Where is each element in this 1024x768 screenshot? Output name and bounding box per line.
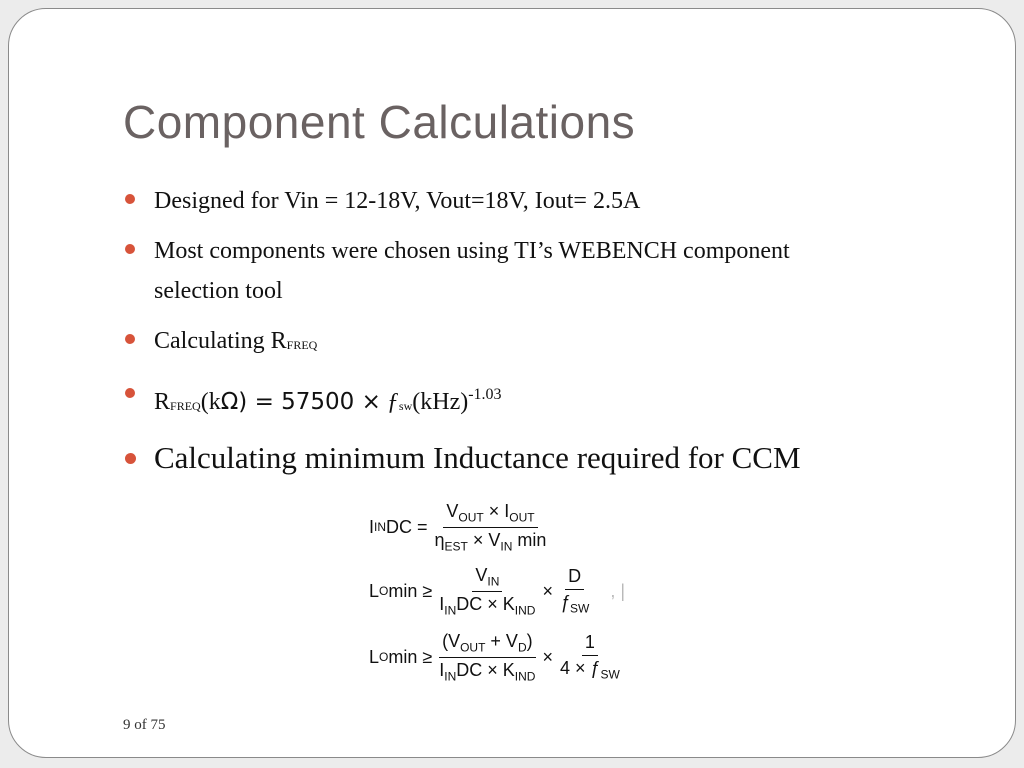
formula-text: IN [444,669,457,684]
formula-text: OUT [460,640,486,655]
formula-text: O [379,650,389,665]
formula-text: IN [487,574,500,589]
list-item [125,321,985,365]
formula-text: O [379,584,389,599]
formula-text: D [517,640,527,655]
formula-text: I [439,593,445,614]
formula-text: I [439,659,445,680]
bullet-dot-icon [125,388,135,398]
formula-text: 4 × ƒ [559,658,601,679]
formula-text: V [446,501,459,521]
fraction [432,501,550,553]
formula-text: DC × K [456,593,515,614]
list-item [125,231,985,311]
formula-text: EST [444,539,468,554]
formula-text: IND [514,603,536,618]
fraction [436,565,538,617]
formula-text: SW [570,601,590,616]
formula-text: DC × K [456,659,515,680]
bullet-dot-icon [125,244,135,254]
formula-text: OUT [458,510,484,525]
list-item [125,436,985,480]
formula-text: 1 [582,632,598,656]
bullet-text: Calculating R [154,328,287,354]
list-item [125,375,985,426]
bullet-text: Calculating minimum Inductance required for CCM [154,440,801,475]
formula-text: × [542,580,553,601]
bullet-dot-icon [125,453,136,464]
bullet-list [125,181,985,490]
bullet-text: Designed for Vin = 12-18V, Vout=18V, Iout= 2.5A [154,188,641,214]
bullet-text: selection tool [154,278,283,304]
page-title: Component Calculations [123,96,636,148]
formula-text: + V [485,631,518,651]
slide-number: 9 of 75 [123,717,166,733]
formula-text: (V [442,631,461,651]
formula-text: IN [444,603,457,618]
formula-text: min [512,529,547,550]
formula-text: η [434,529,445,550]
fraction [436,631,538,683]
formula-text: IN [374,520,387,535]
formula-text: OUT [509,510,535,525]
formula-text: , | [610,580,626,601]
subscript: FREQ [286,338,318,352]
formula-text: L [369,580,380,601]
formula-row [369,631,627,683]
list-item [125,181,985,221]
formula-text: × [542,646,553,667]
formula-text: × V [467,529,501,550]
formula-text: D [565,566,584,590]
formula-text: ƒ [559,592,570,613]
bullet-dot-icon [125,194,135,204]
bullet-text: (kHz) [412,389,469,415]
formula-text: DC = [386,516,428,537]
formula-text: SW [600,667,620,682]
subscript: FREQ [170,399,201,413]
formula-text: I [369,516,375,537]
formula-row [369,501,553,553]
formula-text: IN [500,539,513,554]
bullet-text: Ω) = 57500 × [220,389,381,415]
formula-text: min ≥ [388,646,433,667]
fraction [557,632,623,682]
bullet-text: (k [200,389,221,415]
formula-text: min ≥ [388,580,433,601]
formula-text: × I [483,501,510,521]
formula-text: V [475,565,488,585]
subscript: sw [398,399,413,413]
bullet-text: ƒ [386,389,399,415]
slide [8,8,1016,758]
bullet-text: Most components were chosen using TI’s WEBENCH component [154,238,790,264]
formula-image [369,493,669,693]
fraction [557,566,592,616]
bullet-text: R [154,389,171,415]
formula-row [369,565,625,617]
formula-text: L [369,646,380,667]
formula-text: ) [526,631,533,651]
superscript: -1.03 [468,386,502,403]
formula-text: IND [514,669,536,684]
bullet-dot-icon [125,334,135,344]
